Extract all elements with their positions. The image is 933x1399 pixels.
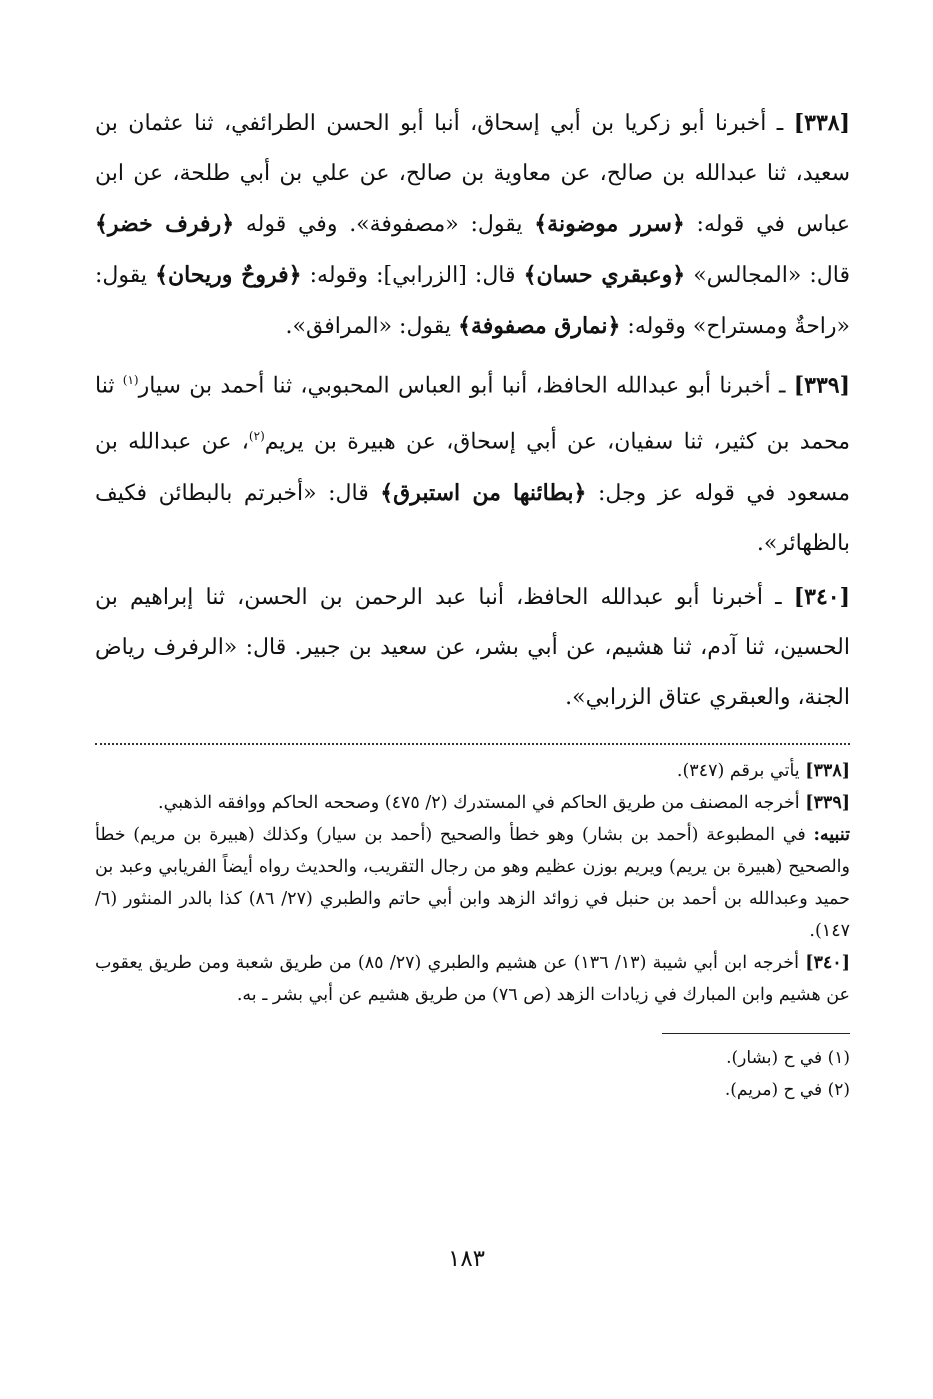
hadith-text: قال: [الزرابي]: وقوله:	[309, 263, 516, 288]
quran-quote: ﴿وعبقري حسان﴾	[523, 262, 686, 288]
note-text: يأتي برقم (٣٤٧).	[676, 760, 800, 781]
note-text: أخرجه المصنف من طريق الحاكم في المستدرك (٢/ ٤٧٥) وصححه الحاكم ووافقه الذهبي.	[158, 792, 800, 813]
hadith-number: [٣٣٩]	[793, 372, 851, 399]
hadith-text: يقول: «المرافق».	[285, 314, 452, 339]
hadith-text: يقول: «مصفوفة». وفي قوله	[245, 212, 523, 237]
hadith-text: ، عن عبدالله بن مسعود في قوله عز وجل:	[95, 429, 850, 506]
hadith-338	[95, 98, 850, 352]
footnotes	[95, 1042, 850, 1106]
hadith-339	[95, 355, 850, 569]
note-339	[95, 787, 850, 819]
quran-quote: ﴿سرر موضونة﴾	[534, 211, 685, 237]
note-lead: تنبيه:	[813, 824, 850, 845]
hadith-text: قال: «المجالس»	[693, 263, 850, 288]
note-warning	[95, 819, 850, 947]
note-number: [٣٣٨]	[805, 760, 850, 781]
hadith-number: [٣٣٨]	[793, 110, 850, 136]
hadith-text: ـ أخبرنا أبو زكريا بن أبي إسحاق، أنبا أبو الحسن الطرائفي، ثنا عثمان بن سعيد، ثنا عبدالله بن صالح، عن معاوية بن صالح، عن علي بن أبي طلحة، عن ابن عباس في قوله:	[95, 111, 850, 237]
footnote-ref: (٢)	[248, 429, 265, 444]
footnote: (١) في ح (بشار).	[726, 1047, 850, 1068]
quran-quote: ﴿بطائنها من استبرق﴾	[380, 479, 587, 506]
hadith-text: يقول: «راحةٌ ومستراح» وقوله:	[95, 263, 850, 339]
quran-quote: ﴿فروحٌ وريحان﴾	[155, 262, 302, 288]
note-text: أخرجه ابن أبي شيبة (١٣/ ١٣٦) عن هشيم والطبري (٢٧/ ٨٥) من طريق شعبة ومن طريق يعقوب عن هشيم وابن المبارك في زيادات الزهد (ص ٧٦) من طريق هشيم عن أبي بشر ـ به.	[95, 952, 850, 1005]
note-340	[95, 947, 850, 1011]
dotted-separator	[95, 743, 850, 745]
quran-quote: ﴿رفرف خضر﴾	[95, 211, 235, 237]
hadith-text: قال: «أخبرتم بالبطائن فكيف بالظهائر».	[95, 480, 850, 556]
quran-quote: ﴿نمارق مصفوفة﴾	[458, 313, 621, 339]
page-number: ١٨٣	[447, 1246, 486, 1272]
note-number: [٣٤٠]	[805, 952, 850, 973]
hadith-text: ـ أخبرنا أبو عبدالله الحافظ، أنبا أبو العباس المحبوبي، ثنا أحمد بن سيار	[138, 373, 786, 399]
hadith-text: ـ أخبرنا أبو عبدالله الحافظ، أنبا عبد الرحمن بن الحسن، ثنا إبراهيم بن الحسين، ثنا آدم، ثنا هشيم، عن أبي بشر، عن سعيد بن جبير. قال: «الرفرف رياض الجنة، والعبقري عتاق الزرابي».	[95, 584, 850, 710]
footnote-separator	[662, 1033, 850, 1034]
note-338	[95, 755, 850, 787]
hadith-text: ثنا محمد بن كثير، ثنا سفيان، عن أبي إسحاق، عن هبيرة بن يريم	[95, 373, 851, 455]
hadith-340	[95, 572, 850, 723]
footnote-ref: (١)	[122, 373, 139, 387]
note-text: في المطبوعة (أحمد بن بشار) وهو خطأ والصحيح (أحمد بن سيار) وكذلك (هبيرة بن مريم) خطأ والصحيح (هبيرة بن يريم) ويريم بوزن عظيم وهو من رجال التقريب، والحديث رواه أيضاً الفريابي وعبد بن حميد وعبدالله بن أحمد بن حنبل في زوائد الزهد وابن أبي حاتم والطبري (٢٧/ ٨٦) كذا بالدر المنثور (٦/ ١٤٧).	[95, 824, 850, 941]
note-number: [٣٣٩]	[805, 792, 850, 813]
hadith-number: [٣٤٠]	[793, 583, 850, 610]
takhrij-notes	[95, 755, 850, 1011]
page-body	[95, 98, 850, 1106]
footnote: (٢) في ح (مريم).	[724, 1079, 850, 1100]
main-text	[95, 98, 850, 723]
